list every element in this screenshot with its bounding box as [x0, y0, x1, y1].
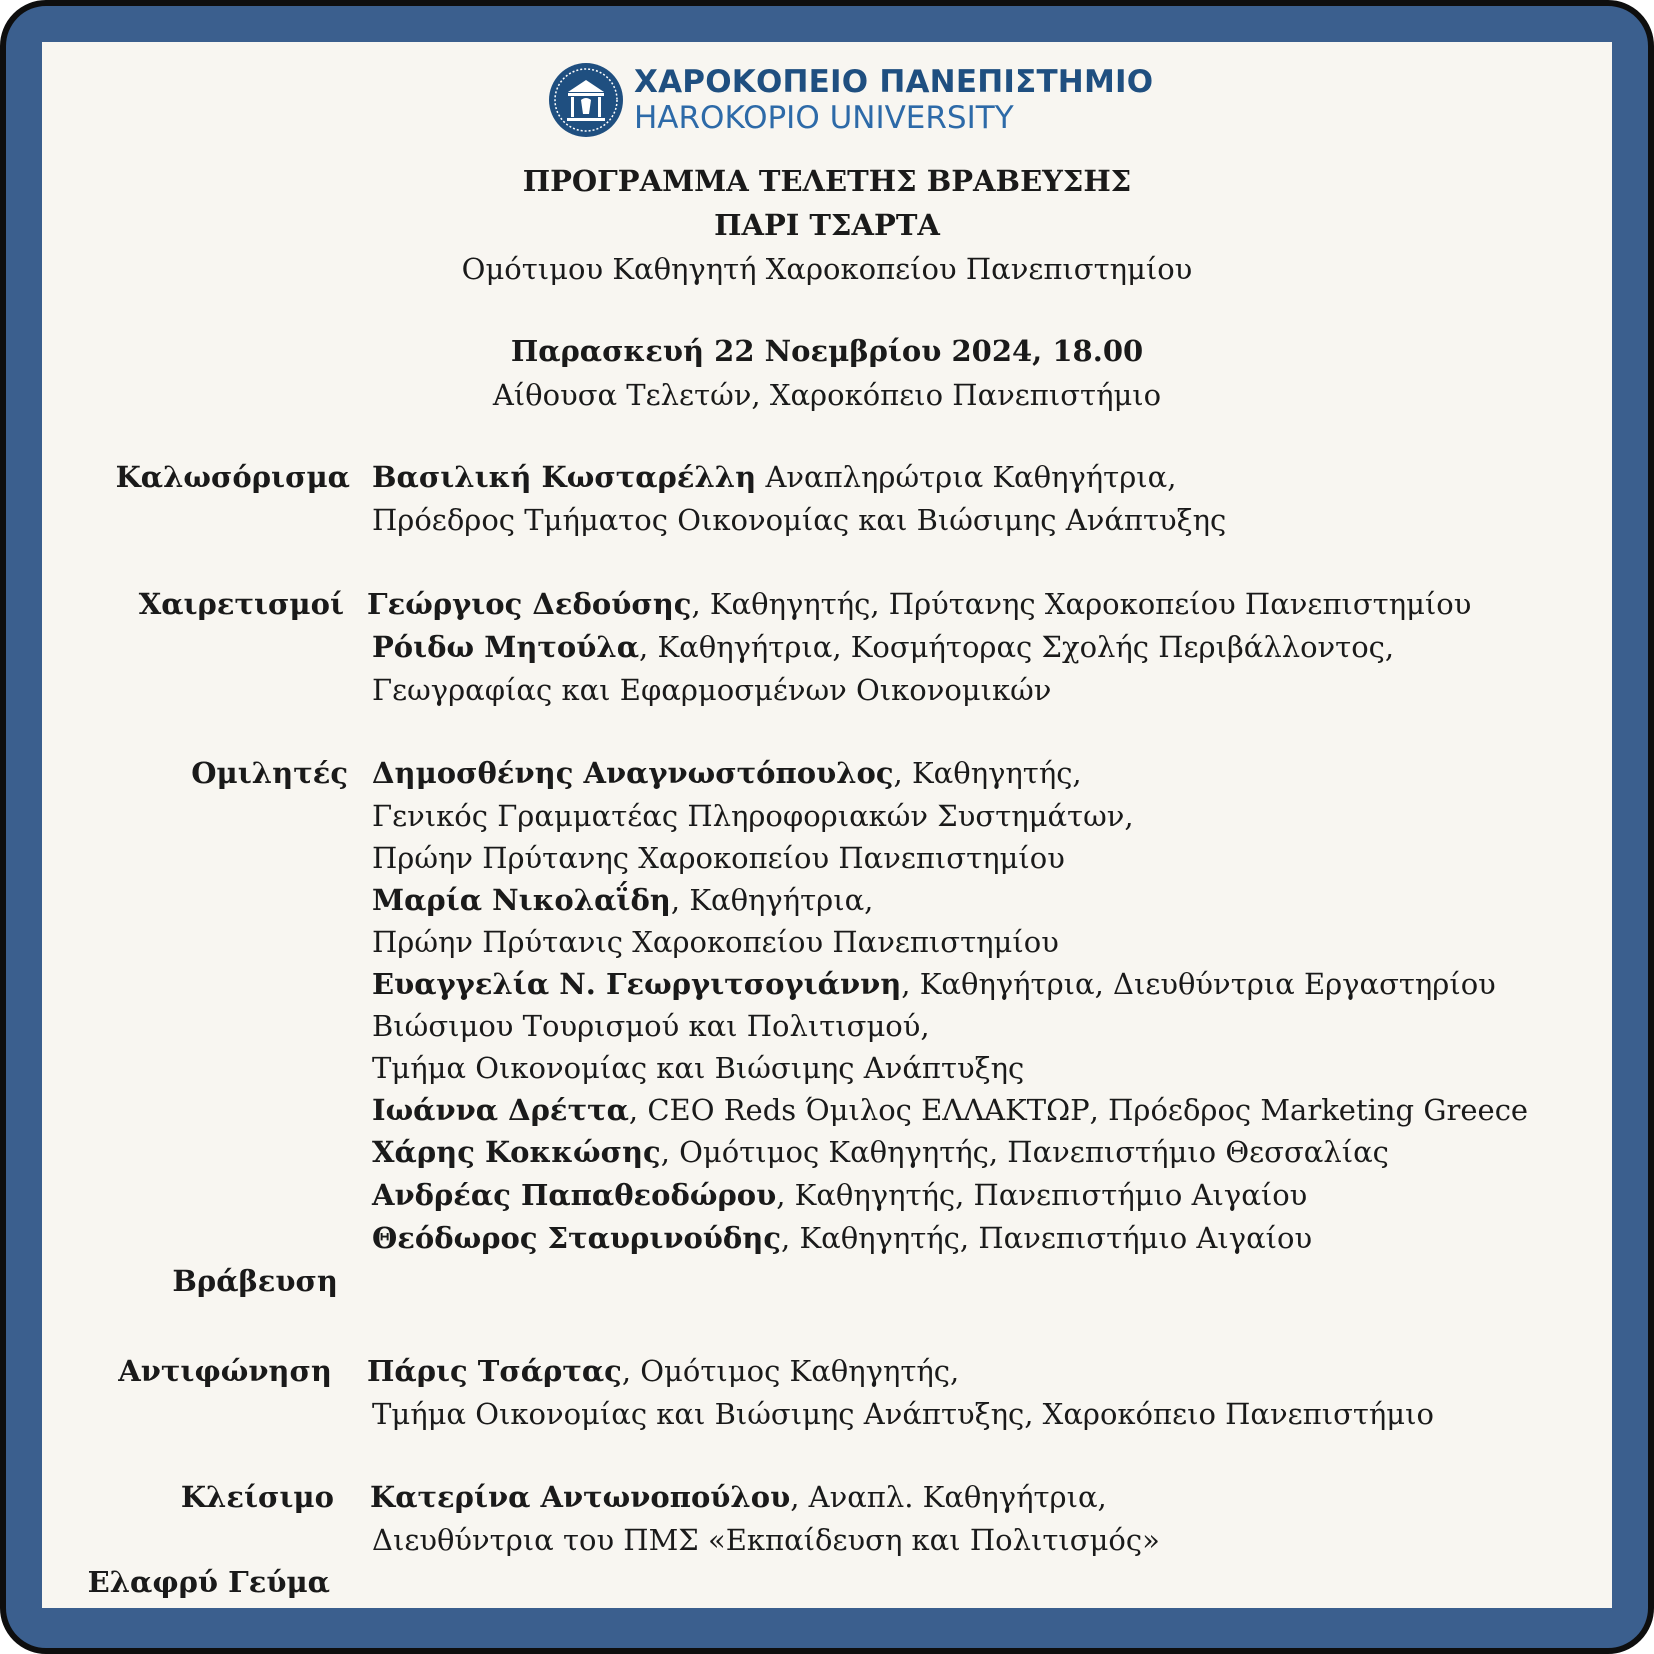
closing-speaker-name: Κατερίνα Αντωνοπούλου: [370, 1480, 791, 1514]
speaker-5-name: Χάρης Κοκκώσης: [372, 1135, 661, 1169]
welcome-line-2: Πρόεδρος Τμήματος Οικονομίας και Βιώσιμης Ανάπτυξης: [372, 503, 1227, 537]
speakers-line-12: [372, 1221, 1312, 1255]
honoree-name: ΠΑΡΙ ΤΣΑΡΤΑ: [714, 208, 940, 242]
speakers-line-3: Πρώην Πρύτανης Χαροκοπείου Πανεπιστημίου: [372, 841, 1065, 875]
speaker-5-role: , Ομότιμος Καθηγητής, Πανεπιστήμιο Θεσσαλίας: [660, 1135, 1389, 1169]
speakers-line-7: Βιώσιμου Τουρισμού και Πολιτισμού,: [372, 1009, 930, 1043]
greetings-speaker-2-role: , Καθηγήτρια, Κοσμήτορας Σχολής Περιβάλλοντος,: [639, 630, 1395, 664]
speakers-line-2: Γενικός Γραμματέας Πληροφοριακών Συστημάτων,: [372, 799, 1134, 833]
response-speaker-name: Πάρις Τσάρτας: [367, 1354, 622, 1388]
greetings-speaker-2-name: Ρόιδω Μητούλα: [372, 630, 640, 664]
logo-text-greek: ΧΑΡΟΚΟΠΕΙΟ ΠΑΝΕΠΙΣΤΗΜΙΟ: [634, 64, 1154, 100]
response-speaker-role: , Ομότιμος Καθηγητής,: [621, 1354, 960, 1388]
speaker-7-role: , Καθηγητής, Πανεπιστήμιο Αιγαίου: [781, 1221, 1313, 1255]
speakers-line-6: [372, 967, 1496, 1001]
label-greetings: Χαιρετισμοί: [138, 587, 344, 621]
welcome-line-1: [372, 460, 1176, 494]
response-line-2: Τμήμα Οικονομίας και Βιώσιμης Ανάπτυξης, Χαροκόπειο Πανεπιστήμιο: [372, 1397, 1434, 1431]
speakers-line-9: [372, 1093, 1528, 1127]
honoree-title: Ομότιμου Καθηγητή Χαροκοπείου Πανεπιστημίου: [461, 252, 1193, 286]
closing-line-2: Διευθύντρια του ΠΜΣ «Εκπαίδευση και Πολιτισμός»: [372, 1523, 1160, 1557]
greetings-line-1: [367, 587, 1471, 621]
speakers-line-5: Πρώην Πρύτανις Χαροκοπείου Πανεπιστημίου: [372, 925, 1059, 959]
speaker-2-name: Μαρία Νικολαΐδη: [372, 883, 671, 917]
speaker-3-name: Ευαγγελία Ν. Γεωργιτσογιάννη: [372, 967, 902, 1001]
logo-text-english: HAROKOPIO UNIVERSITY: [634, 100, 1014, 136]
welcome-speaker-role: Αναπληρώτρια Καθηγήτρια,: [756, 460, 1177, 494]
greetings-line-2: [372, 630, 1394, 664]
speakers-line-8: Τμήμα Οικονομίας και Βιώσιμης Ανάπτυξης: [372, 1051, 1025, 1085]
speaker-7-name: Θεόδωρος Σταυρινούδης: [372, 1221, 782, 1255]
university-seal-icon: [548, 62, 624, 138]
greetings-speaker-1-name: Γεώργιος Δεδούσης: [367, 587, 692, 621]
speaker-1-role: , Καθηγητής,: [893, 756, 1082, 790]
speaker-1-name: Δημοσθένης Αναγνωστόπουλος: [372, 756, 894, 790]
speakers-line-11: [372, 1178, 1307, 1212]
event-venue: Αίθουσα Τελετών, Χαροκόπειο Πανεπιστήμιο: [492, 378, 1162, 412]
label-award: Βράβευση: [172, 1264, 338, 1298]
label-closing: Κλείσιμο: [180, 1480, 334, 1514]
label-speakers: Ομιλητές: [191, 756, 348, 790]
program-title: ΠΡΟΓΡΑΜΜΑ ΤΕΛΕΤΗΣ ΒΡΑΒΕΥΣΗΣ: [522, 164, 1132, 198]
label-welcome: Καλωσόρισμα: [115, 460, 350, 494]
speakers-line-10: [372, 1135, 1389, 1169]
closing-line-1: [370, 1480, 1107, 1514]
speaker-3-role: , Καθηγήτρια, Διευθύντρια Εργαστηρίου: [901, 967, 1496, 1001]
greetings-line-3: Γεωγραφίας και Εφαρμοσμένων Οικονομικών: [372, 673, 1052, 707]
label-lunch: Ελαφρύ Γεύμα: [87, 1565, 330, 1599]
response-line-1: [367, 1354, 959, 1388]
greetings-speaker-1-role: , Καθηγητής, Πρύτανης Χαροκοπείου Πανεπιστημίου: [691, 587, 1472, 621]
speaker-4-role: , CEO Reds Όμιλος ΕΛΛΑΚΤΩΡ, Πρόεδρος Marketing Greece: [628, 1093, 1529, 1127]
event-date: Παρασκευή 22 Νοεμβρίου 2024, 18.00: [510, 334, 1144, 368]
speaker-2-role: , Καθηγήτρια,: [670, 883, 874, 917]
speakers-line-4: [372, 883, 873, 917]
speaker-6-role: , Καθηγητής, Πανεπιστήμιο Αιγαίου: [776, 1178, 1308, 1212]
closing-speaker-role: , Αναπλ. Καθηγήτρια,: [790, 1480, 1107, 1514]
speakers-line-1: [372, 756, 1082, 790]
speaker-6-name: Ανδρέας Παπαθεοδώρου: [372, 1178, 777, 1212]
welcome-speaker-name: Βασιλική Κωσταρέλλη: [372, 460, 757, 494]
label-response: Αντιφώνηση: [118, 1354, 332, 1388]
speaker-4-name: Ιωάννα Δρέττα: [372, 1093, 629, 1127]
